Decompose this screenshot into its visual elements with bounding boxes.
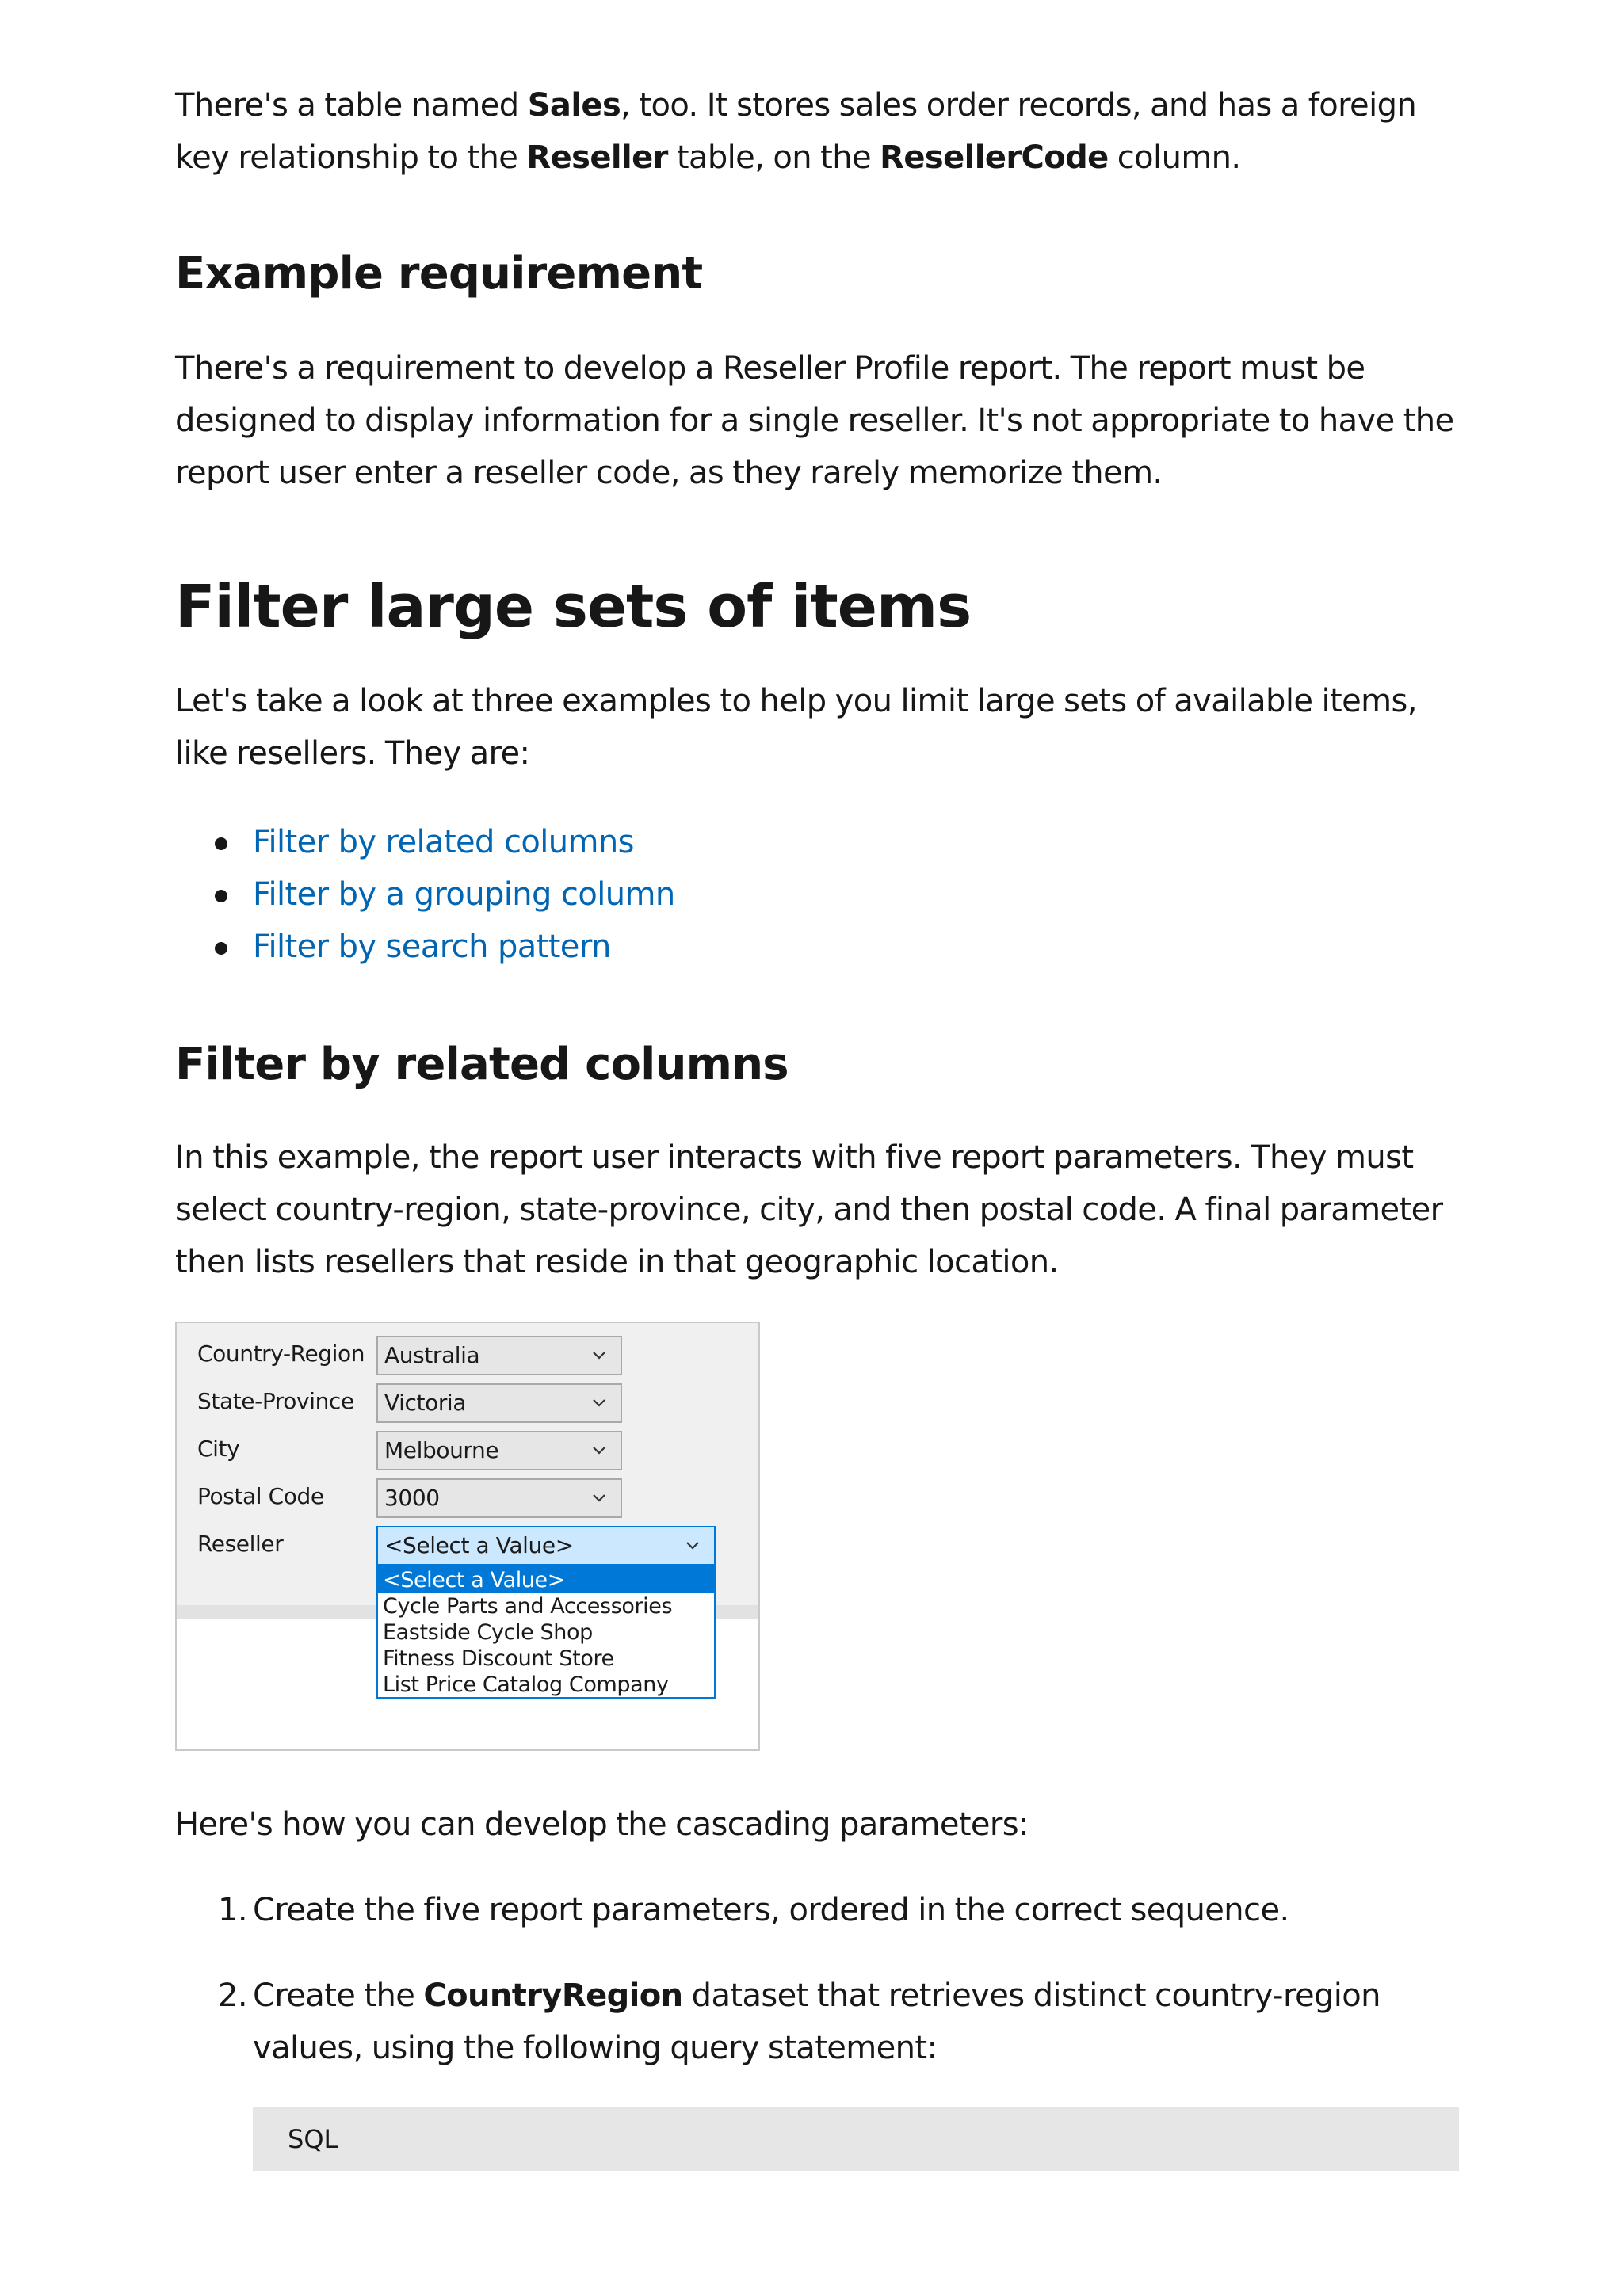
list-item bbox=[175, 868, 675, 921]
list-item bbox=[175, 921, 675, 973]
resellercode-column-name: ResellerCode bbox=[880, 139, 1109, 176]
intro-text: column. bbox=[1108, 139, 1241, 176]
bullet-icon bbox=[215, 837, 227, 850]
reseller-option[interactable]: Eastside Cycle Shop bbox=[383, 1620, 593, 1645]
country-region-value: Australia bbox=[384, 1342, 480, 1368]
step-text: dataset that retrieves distinct country-region values, using the following query statement: bbox=[253, 1978, 1381, 2066]
examples-link-list bbox=[175, 816, 675, 973]
filter-by-related-columns-heading: Filter by related columns bbox=[175, 1039, 789, 1090]
steps-list bbox=[175, 1884, 1459, 2074]
step-text: Create the bbox=[253, 1978, 424, 2014]
postal-code-dropdown[interactable] bbox=[376, 1478, 622, 1518]
chevron-down-icon bbox=[589, 1393, 609, 1413]
country-region-label: Country-Region bbox=[197, 1341, 365, 1367]
chevron-down-icon bbox=[682, 1535, 703, 1556]
countryregion-dataset-name: CountryRegion bbox=[423, 1978, 683, 2014]
bullet-icon bbox=[215, 890, 227, 902]
list-item bbox=[175, 816, 675, 868]
intro-text: table, on the bbox=[667, 139, 880, 176]
chevron-down-icon bbox=[589, 1345, 609, 1366]
link-filter-by-grouping-column[interactable]: Filter by a grouping column bbox=[253, 876, 675, 913]
link-filter-by-search-pattern[interactable]: Filter by search pattern bbox=[253, 929, 611, 965]
city-dropdown[interactable] bbox=[376, 1431, 622, 1470]
state-province-value: Victoria bbox=[384, 1390, 467, 1416]
reseller-table-name: Reseller bbox=[526, 139, 668, 176]
list-item bbox=[175, 1970, 1459, 2074]
filter-large-sets-paragraph: Let's take a look at three examples to help you limit large sets of available items, like resellers. They are: bbox=[175, 683, 1417, 772]
step-number: 2. bbox=[218, 1978, 247, 2014]
code-block-header bbox=[253, 2107, 1459, 2171]
reseller-dropdown[interactable] bbox=[376, 1526, 716, 1566]
howto-paragraph: Here's how you can develop the cascading parameters: bbox=[175, 1806, 1029, 1843]
step-number: 1. bbox=[218, 1892, 247, 1928]
reseller-option[interactable]: Cycle Parts and Accessories bbox=[383, 1594, 673, 1619]
reseller-options-list bbox=[376, 1566, 716, 1699]
intro-paragraph bbox=[175, 79, 1459, 184]
list-item bbox=[175, 1884, 1459, 1936]
reseller-option[interactable]: List Price Catalog Company bbox=[383, 1672, 669, 1697]
chevron-down-icon bbox=[589, 1488, 609, 1508]
intro-text: There's a table named bbox=[175, 87, 528, 124]
city-value: Melbourne bbox=[384, 1437, 499, 1463]
city-label: City bbox=[197, 1436, 240, 1462]
code-language-label: SQL bbox=[288, 2124, 338, 2154]
example-requirement-heading: Example requirement bbox=[175, 248, 703, 299]
intro-text: , too. It stores sales order records, and has a foreign key relationship to the bbox=[175, 87, 1417, 176]
filter-large-sets-heading: Filter large sets of items bbox=[175, 573, 972, 641]
postal-code-label: Postal Code bbox=[197, 1483, 324, 1509]
reseller-option[interactable]: <Select a Value> bbox=[378, 1567, 714, 1593]
reseller-value: <Select a Value> bbox=[384, 1532, 574, 1558]
postal-code-value: 3000 bbox=[384, 1485, 440, 1511]
state-province-label: State-Province bbox=[197, 1388, 354, 1414]
step-text: Create the five report parameters, ordered in the correct sequence. bbox=[253, 1892, 1289, 1928]
example-requirement-paragraph: There's a requirement to develop a Reseller Profile report. The report must be designed to display information for a single reseller. It's not appropriate to have the report user enter a reseller code, as they rarely memorize them. bbox=[175, 350, 1454, 491]
related-columns-paragraph: In this example, the report user interacts with five report parameters. They must select country-region, state-province, city, and then postal code. A final parameter then lists resellers that reside in that geographic location. bbox=[175, 1139, 1443, 1280]
report-parameters-screenshot bbox=[175, 1322, 760, 1751]
bullet-icon bbox=[215, 942, 227, 955]
state-province-dropdown[interactable] bbox=[376, 1383, 622, 1423]
reseller-option[interactable]: Fitness Discount Store bbox=[383, 1646, 614, 1671]
country-region-dropdown[interactable] bbox=[376, 1336, 622, 1375]
link-filter-by-related-columns[interactable]: Filter by related columns bbox=[253, 824, 634, 860]
chevron-down-icon bbox=[589, 1440, 609, 1461]
reseller-label: Reseller bbox=[197, 1531, 284, 1557]
sales-table-name: Sales bbox=[527, 87, 621, 124]
